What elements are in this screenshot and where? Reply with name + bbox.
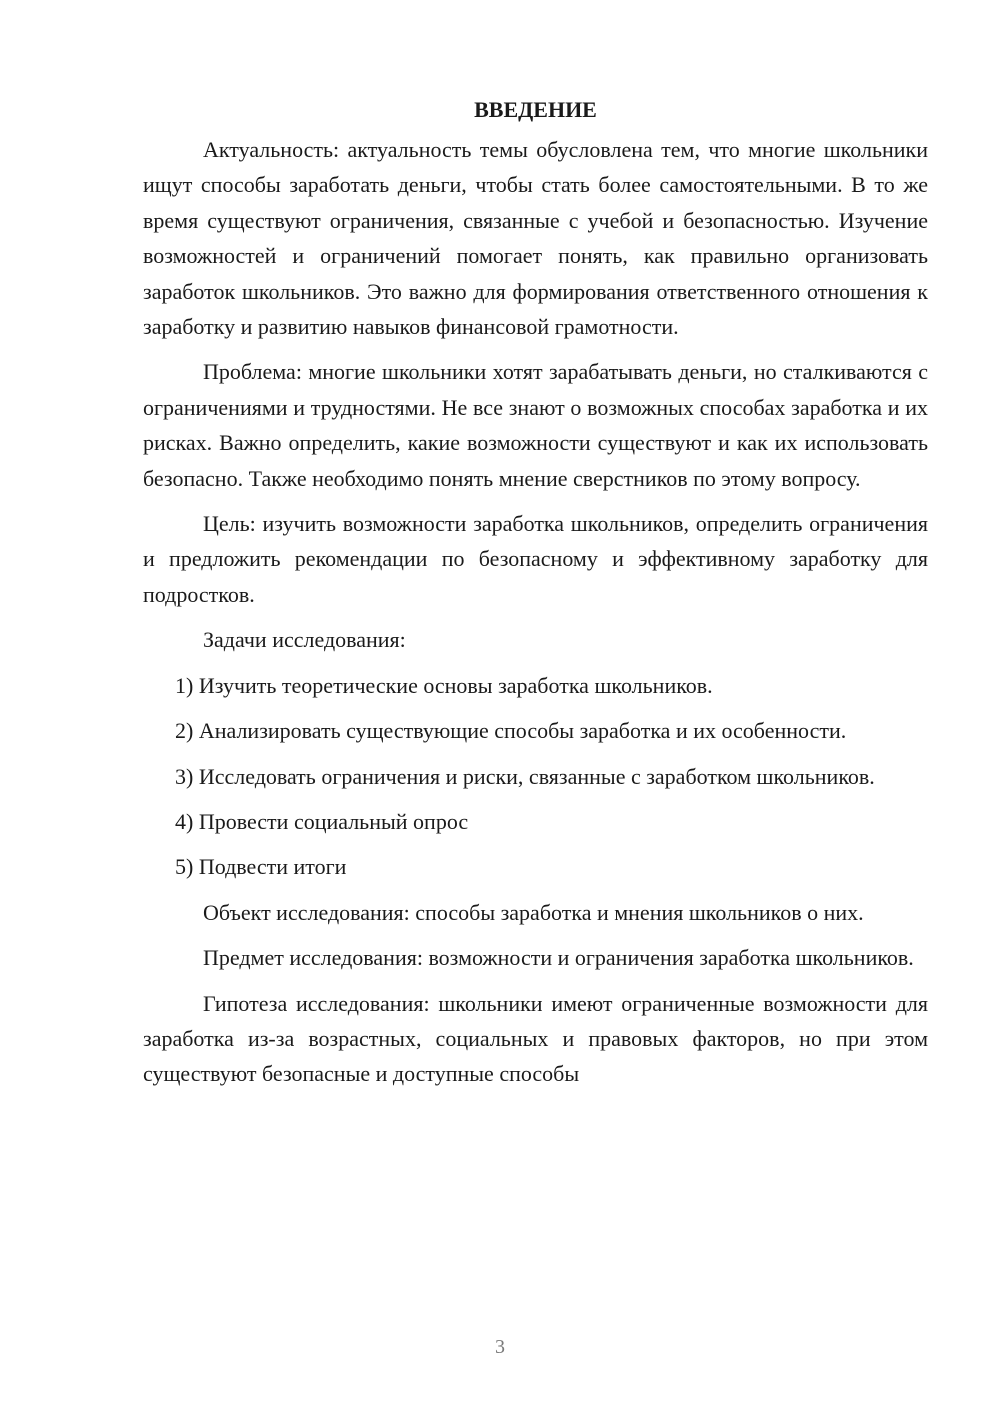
paragraph-relevance: Актуальность: актуальность темы обусловлена тем, что многие школьники ищут способы заработать деньги, чтобы стать более самостоятельными. В то же время существуют ограничения, связанные с учебой и безопасностью. Изучение возможностей и ограничений помогает понять, как правильно организовать заработок школьников. Это важно для формирования ответственного отношения к заработку и развитию навыков финансовой грамотности. (143, 137, 928, 340)
page-number: 3 (495, 1336, 505, 1358)
task-item-5: 5) Подвести итоги (175, 854, 347, 880)
task-item-1: 1) Изучить теоретические основы заработка школьников. (175, 672, 713, 698)
paragraph-hypothesis: Гипотеза исследования: школьники имеют ограниченные возможности для заработка из-за возрастных, социальных и правовых факторов, но при этом существуют безопасные и доступные способы (143, 990, 928, 1087)
paragraph-problem: Проблема: многие школьники хотят зарабатывать деньги, но сталкиваются с ограничениями и трудностями. Не все знают о возможных способах заработка и их рисках. Важно определить, какие возможности существуют и как их использовать безопасно. Также необходимо понять мнение сверстников по этому вопросу. (143, 359, 928, 491)
paragraph-subject: Предмет исследования: возможности и ограничения заработка школьников. (203, 945, 914, 971)
task-item-3: 3) Исследовать ограничения и риски, связанные с заработком школьников. (175, 763, 875, 789)
section-heading: ВВЕДЕНИЕ (474, 97, 597, 122)
task-item-4: 4) Провести социальный опрос (175, 808, 469, 834)
paragraph-tasks-title: Задачи исследования: (203, 627, 406, 653)
task-item-2: 2) Анализировать существующие способы заработка и их особенности. (175, 718, 847, 744)
paragraph-object: Объект исследования: способы заработка и мнения школьников о них. (203, 899, 864, 925)
paragraph-goal: Цель: изучить возможности заработка школьников, определить ограничения и предложить рекомендации по безопасному и эффективному заработку для подростков. (143, 511, 928, 607)
document-page (143, 92, 928, 1102)
